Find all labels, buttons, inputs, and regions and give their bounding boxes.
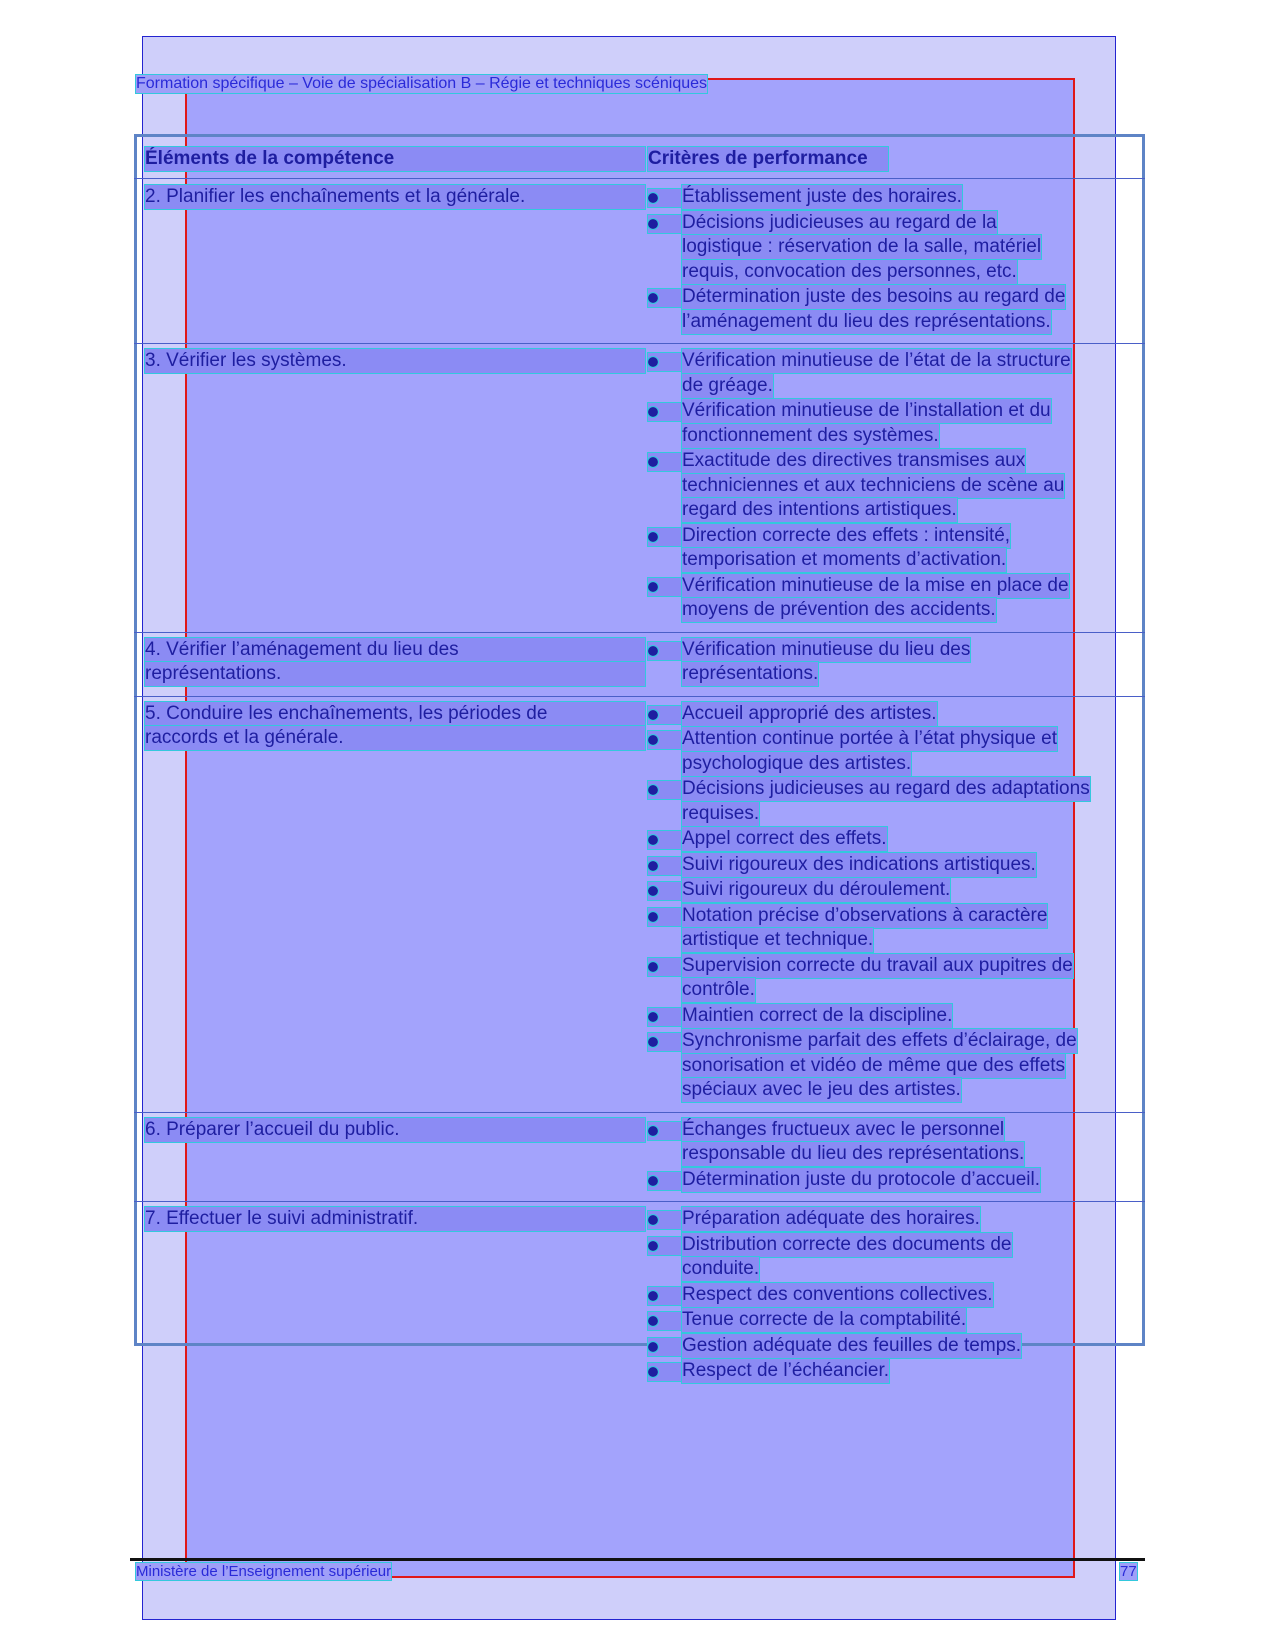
- criterion-text: Décisions judicieuses au regard de la: [682, 211, 997, 233]
- column-heading-criteria: Critères de performance: [648, 147, 888, 171]
- header-rule: [134, 178, 1145, 179]
- bullet-icon: [648, 1126, 658, 1136]
- criterion-text: Vérification minutieuse du lieu des: [682, 638, 971, 660]
- criterion-text: Direction correcte des effets : intensité,: [682, 524, 1011, 546]
- criterion-text: requis, convocation des personnes, etc.: [682, 260, 1017, 282]
- criterion-text: artistique et technique.: [682, 929, 874, 950]
- criterion-text: logistique : réservation de la salle, matériel: [682, 236, 1042, 257]
- criterion-text: Supervision correcte du travail aux pupitres de: [682, 954, 1073, 976]
- competence-element: raccords et la générale.: [145, 726, 645, 750]
- bullet-icon: [648, 293, 658, 303]
- criterion-text: psychologique des artistes.: [682, 752, 912, 774]
- page-number: 77: [1120, 1563, 1137, 1580]
- bullet-icon: [648, 457, 658, 467]
- criterion-text: Détermination juste des besoins au regard de: [682, 286, 1066, 307]
- criterion-text: représentations.: [682, 663, 819, 684]
- bullet-icon: [648, 1215, 658, 1225]
- criterion-text: Suivi rigoureux des indications artistiques.: [682, 853, 1036, 875]
- criterion-text: Respect des conventions collectives.: [682, 1283, 993, 1305]
- footer-rule: [130, 1558, 1145, 1561]
- criterion-text: requises.: [682, 802, 760, 824]
- bullet-icon: [648, 962, 658, 972]
- criterion-text: responsable du lieu des représentations.: [682, 1143, 1025, 1164]
- criterion-text: spéciaux avec le jeu des artistes.: [682, 1079, 961, 1100]
- bullet-icon: [648, 219, 658, 229]
- row-separator: [134, 696, 1145, 697]
- criterion-text: Détermination juste du protocole d’accueil.: [682, 1168, 1041, 1190]
- bullet-icon: [648, 1342, 658, 1352]
- criterion-text: Exactitude des directives transmises aux: [682, 450, 1026, 471]
- bullet-icon: [648, 1176, 658, 1186]
- competence-element: 6. Préparer l’accueil du public.: [145, 1118, 645, 1142]
- criterion-text: Synchronisme parfait des effets d’éclairage, de: [682, 1030, 1077, 1051]
- criterion-text: Maintien correct de la discipline.: [682, 1004, 953, 1026]
- bullet-icon: [648, 1241, 658, 1251]
- running-header: Formation spécifique – Voie de spécialisation B – Régie et techniques scéniques: [136, 75, 708, 92]
- criterion-text: Vérification minutieuse de la mise en place de: [682, 574, 1069, 596]
- bullet-icon: [648, 710, 658, 720]
- criterion-text: techniciennes et aux techniciens de scène au: [682, 474, 1065, 496]
- criterion-text: Appel correct des effets.: [682, 828, 887, 849]
- criterion-text: Vérification minutieuse de l’état de la structure: [682, 350, 1071, 371]
- criterion-text: contrôle.: [682, 979, 755, 1000]
- competence-element: 5. Conduire les enchaînements, les périodes de: [145, 702, 645, 726]
- criterion-text: moyens de prévention des accidents.: [682, 599, 996, 620]
- row-separator: [134, 1201, 1145, 1202]
- competence-element: 2. Planifier les enchaînements et la générale.: [145, 185, 645, 209]
- criterion-text: temporisation et moments d’activation.: [682, 549, 1007, 570]
- bullet-icon: [648, 785, 658, 795]
- criterion-text: l’aménagement du lieu des représentations.: [682, 310, 1051, 332]
- row-separator: [134, 1112, 1145, 1113]
- competence-element: 7. Effectuer le suivi administratif.: [145, 1207, 645, 1231]
- criterion-text: Accueil approprié des artistes.: [682, 702, 937, 724]
- bullet-icon: [648, 193, 658, 203]
- competence-element: 4. Vérifier l’aménagement du lieu des: [145, 638, 645, 662]
- bullet-icon: [648, 1037, 658, 1047]
- bullet-icon: [648, 861, 658, 871]
- criterion-text: Établissement juste des horaires.: [682, 186, 962, 207]
- bullet-icon: [648, 357, 658, 367]
- criterion-text: de gréage.: [682, 374, 773, 396]
- criterion-text: Suivi rigoureux du déroulement.: [682, 879, 951, 900]
- row-separator: [134, 343, 1145, 344]
- criterion-text: regard des intentions artistiques.: [682, 499, 957, 520]
- bullet-icon: [648, 735, 658, 745]
- bullet-icon: [648, 835, 658, 845]
- row-separator: [134, 632, 1145, 633]
- criterion-text: Tenue correcte de la comptabilité.: [682, 1309, 967, 1330]
- criterion-text: Notation précise d’observations à caractère: [682, 904, 1048, 926]
- bullet-icon: [648, 912, 658, 922]
- criterion-text: Échanges fructueux avec le personnel: [682, 1118, 1005, 1140]
- criterion-text: fonctionnement des systèmes.: [682, 424, 939, 446]
- criterion-text: Distribution correcte des documents de: [682, 1233, 1012, 1255]
- competence-element: 3. Vérifier les systèmes.: [145, 349, 645, 373]
- criterion-text: Vérification minutieuse de l’installation et du: [682, 400, 1051, 421]
- criterion-text: Préparation adéquate des horaires.: [682, 1208, 980, 1229]
- bullet-icon: [648, 646, 658, 656]
- competence-element: représentations.: [145, 662, 645, 686]
- bullet-icon: [648, 1012, 658, 1022]
- criterion-text: conduite.: [682, 1258, 760, 1279]
- footer-ministry: Ministère de l’Enseignement supérieur: [136, 1563, 392, 1580]
- criterion-text: sonorisation et vidéo de même que des effets: [682, 1054, 1066, 1076]
- bullet-icon: [648, 1316, 658, 1326]
- criterion-text: Décisions judicieuses au regard des adaptations: [682, 778, 1090, 799]
- bullet-icon: [648, 582, 658, 592]
- criterion-text: Respect de l’échéancier.: [682, 1360, 890, 1381]
- criterion-text: Attention continue portée à l’état physique et: [682, 728, 1057, 749]
- bullet-icon: [648, 1291, 658, 1301]
- bullet-icon: [648, 1367, 658, 1377]
- bullet-icon: [648, 886, 658, 896]
- bullet-icon: [648, 532, 658, 542]
- column-heading-elements: Éléments de la compétence: [145, 147, 645, 171]
- criterion-text: Gestion adéquate des feuilles de temps.: [682, 1334, 1022, 1356]
- bullet-icon: [648, 407, 658, 417]
